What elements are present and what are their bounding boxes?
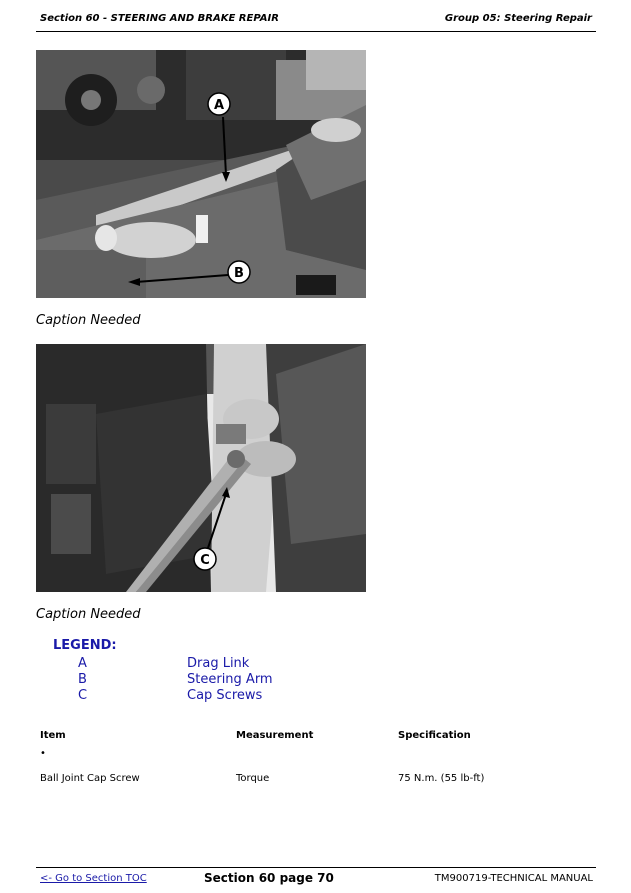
footer-divider	[36, 867, 596, 868]
figure-photo-2	[36, 344, 366, 592]
legend-title: LEGEND:	[53, 638, 117, 653]
legend-label: Drag Link	[187, 656, 250, 671]
callout-a-label: A	[213, 98, 225, 113]
figure-photo-1	[36, 50, 366, 298]
section-toc-link[interactable]: <- Go to Section TOC	[40, 873, 147, 884]
callout-c-label: C	[200, 553, 210, 568]
page-header	[36, 12, 596, 32]
legend-item	[0, 688, 400, 704]
legend-item	[0, 656, 400, 672]
spec-header-item: Item	[40, 730, 66, 741]
section-title: Section 60 - STEERING AND BRAKE REPAIR	[40, 13, 279, 24]
spec-cell-item: Ball Joint Cap Screw	[40, 773, 140, 784]
figure-caption-1: Caption Needed	[36, 313, 141, 328]
legend-item	[0, 672, 400, 688]
group-title: Group 05: Steering Repair	[444, 13, 592, 24]
legend-key: C	[78, 688, 88, 703]
callout-b-label: B	[234, 266, 244, 281]
spec-cell-specification: 75 N.m. (55 lb-ft)	[398, 773, 485, 784]
legend-key: A	[78, 656, 87, 671]
legend-label: Cap Screws	[187, 688, 263, 703]
spec-cell-measurement: Torque	[236, 773, 270, 784]
page-number: Section 60 page 70	[204, 871, 334, 885]
figure-photo-2-image	[36, 344, 366, 592]
spec-header-measurement: Measurement	[236, 730, 314, 741]
manual-id: TM900719-TECHNICAL MANUAL	[434, 873, 593, 884]
figure-photo-1-image	[36, 50, 366, 298]
legend-key: B	[78, 672, 87, 687]
spec-header-specification: Specification	[398, 730, 471, 741]
figure-caption-2: Caption Needed	[36, 607, 141, 622]
legend-label: Steering Arm	[187, 672, 273, 687]
spec-bullet: •	[40, 748, 46, 759]
